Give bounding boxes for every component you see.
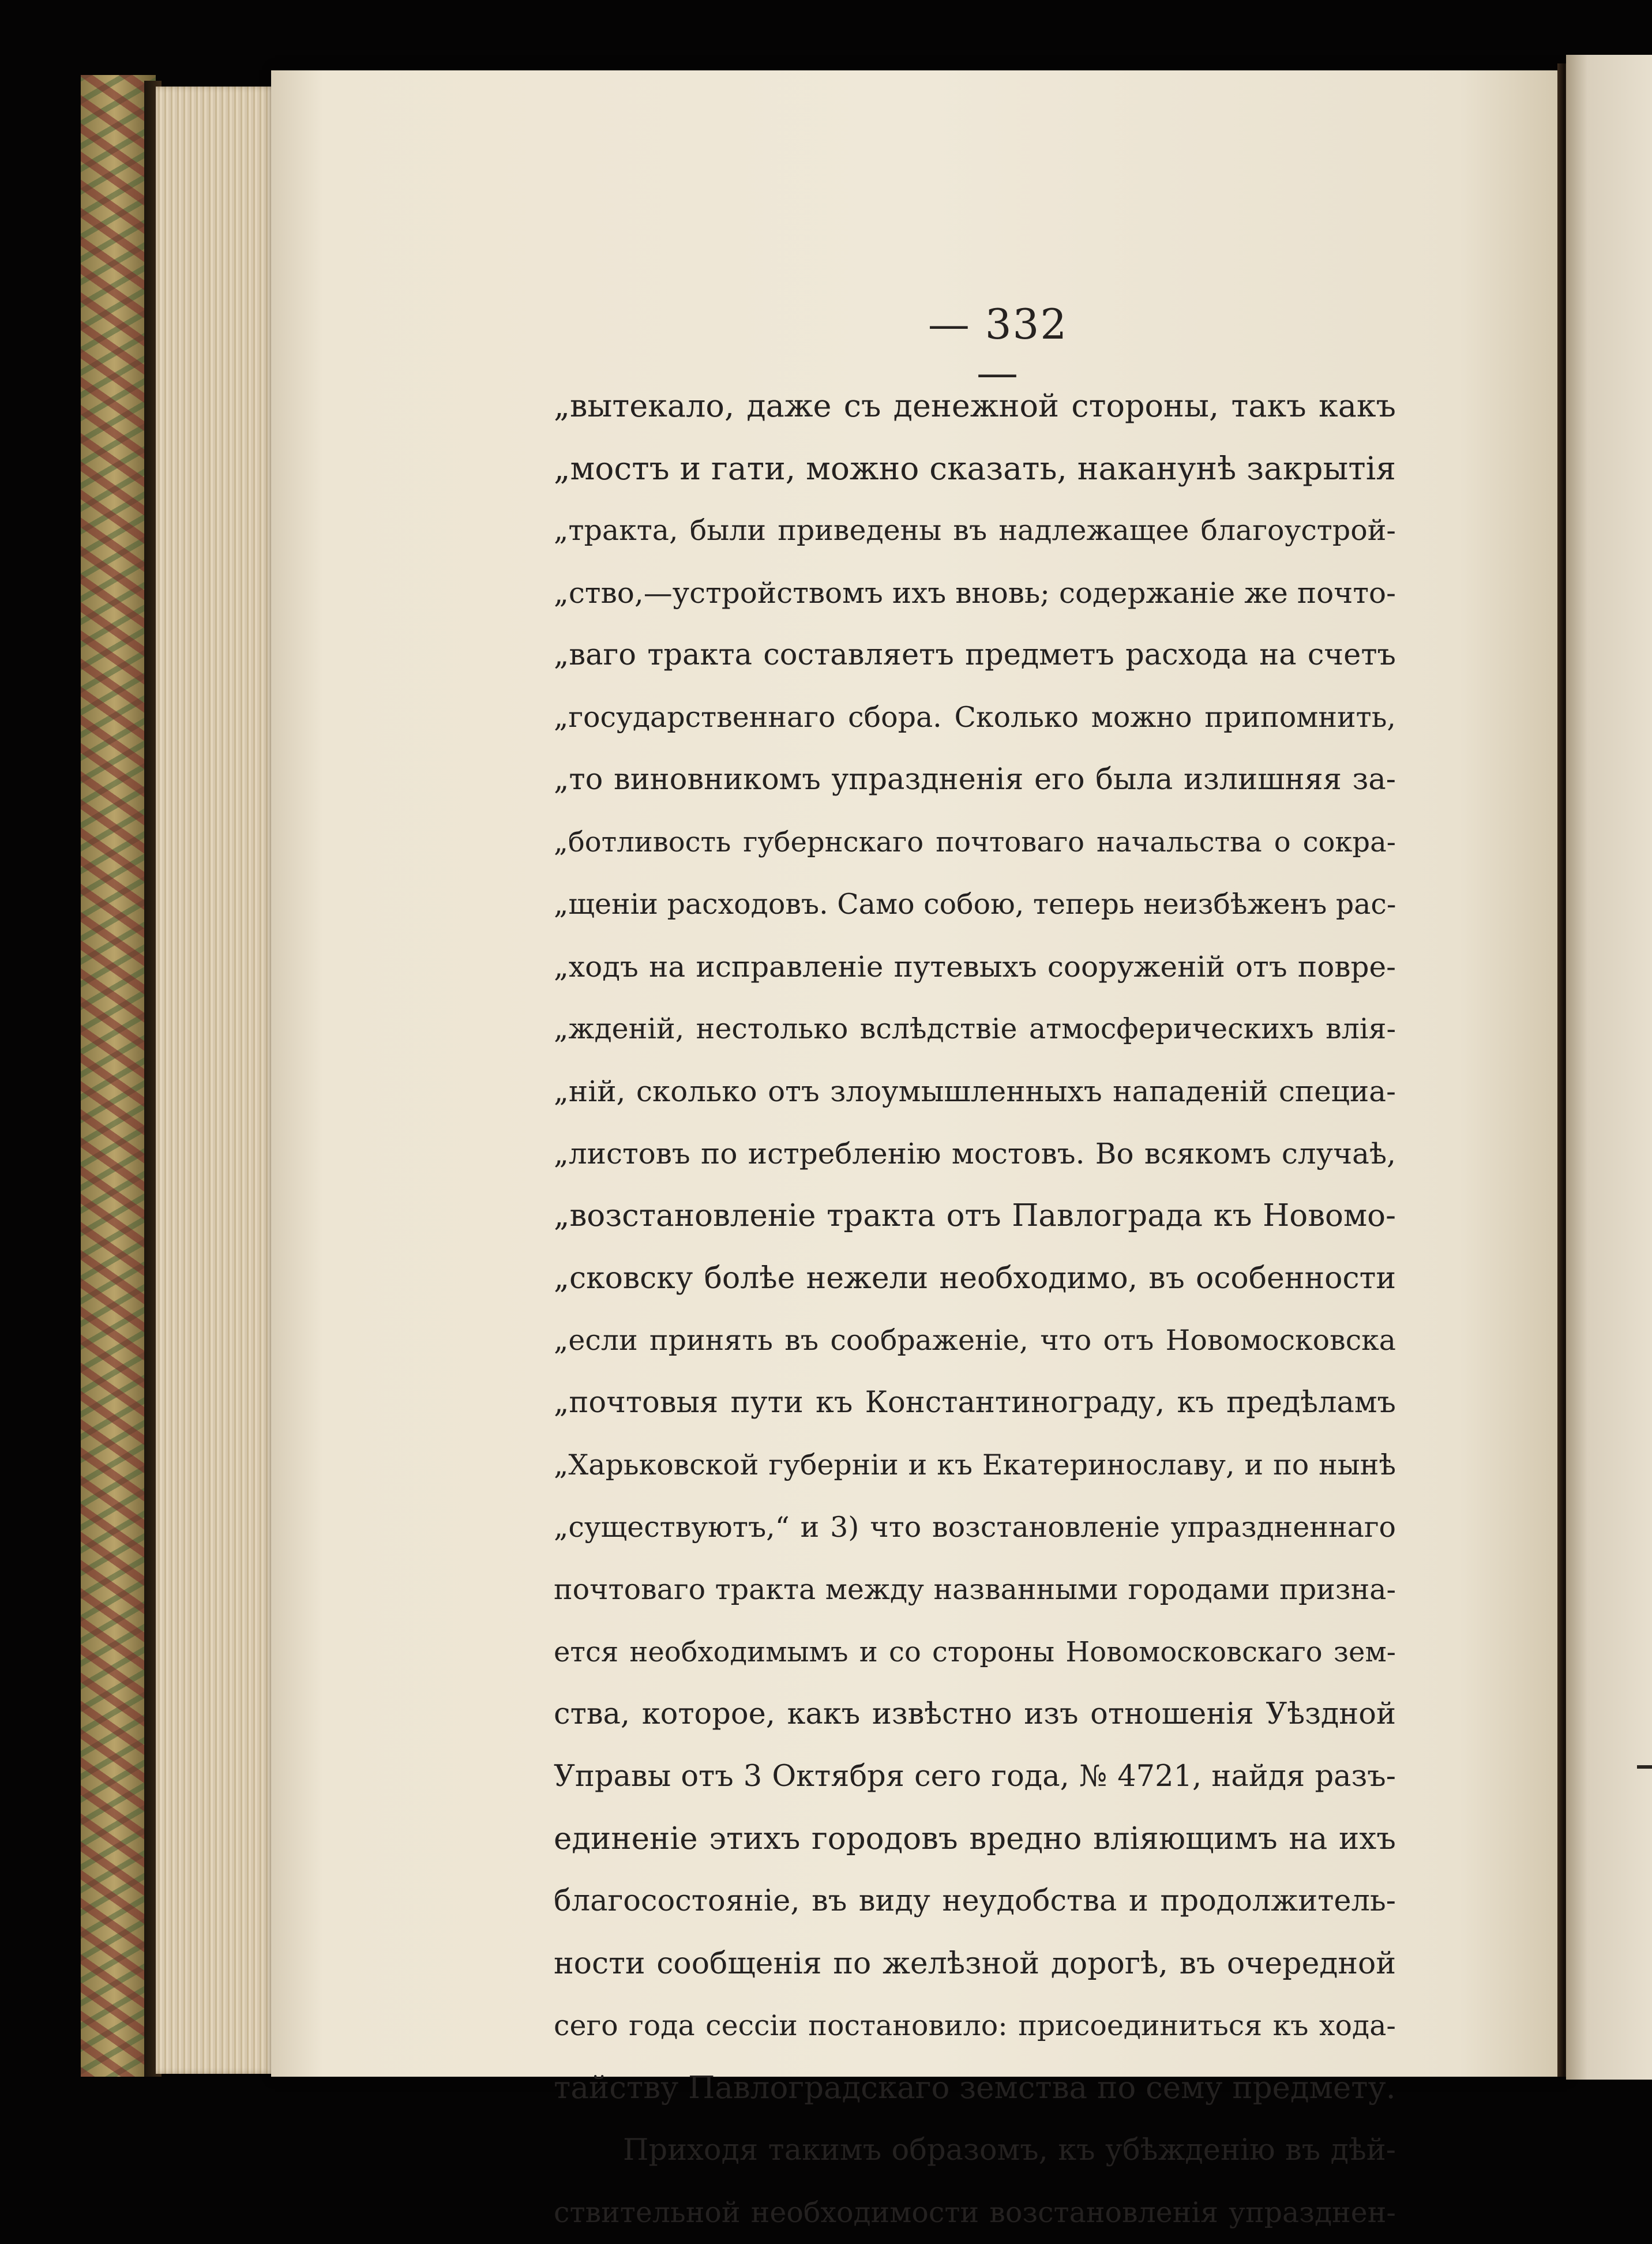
text-line: почтоваго тракта между названными городами призна- [554,1573,1396,1606]
text-line: „если принять въ соображеніе, что отъ Новомосковска [554,1324,1396,1357]
text-line: благосостояніе, въ виду неудобства и продолжитель- [554,1884,1396,1918]
text-line: „сковску болѣе нежели необходимо, въ особенности [554,1261,1396,1296]
text-line: „ботливость губернскаго почтоваго начальства о сокра- [554,826,1396,858]
page-edges [156,87,277,2074]
text-line: „листовъ по истребленію мостовъ. Во всякомъ случаѣ, [554,1137,1396,1170]
text-line: „вытекало, даже съ денежной стороны, такъ какъ [554,388,1396,424]
text-line: „ство,—устройствомъ ихъ вновь; содержаніе же почто- [554,576,1396,610]
text-line: ствительной необходимости возстановленія упразднен- [554,2196,1396,2229]
page-marker [1637,1765,1652,1769]
text-line: „почтовыя пути къ Константинограду, къ предѣламъ [554,1386,1396,1420]
text-line: „государственнаго сбора. Сколько можно припомнить, [554,701,1396,734]
text-line: „возстановленіе тракта отъ Павлограда къ Новомо- [554,1198,1396,1233]
text-line: тайству Павлоградскаго земства по сему предмету. [554,2070,1396,2106]
text-line: ется необходимымъ и со стороны Новомосковскаго зем- [554,1636,1396,1668]
text-line: „ваго тракта составляетъ предметъ расхода на счетъ [554,638,1396,672]
text-line: Управы отъ 3 Октября сего года, № 4721, найдя разъ- [554,1759,1396,1793]
facing-page [1566,55,1652,2080]
text-line: „ходъ на исправленіе путевыхъ сооруженій отъ повре- [554,950,1396,984]
text-line: ства, которое, какъ извѣстно изъ отношенія Уѣздной [554,1697,1396,1731]
text-line: сего года сессіи постановило: присоединиться къ хода- [554,2009,1396,2042]
page-number: — 332 — [928,300,1068,397]
text-line: „то виновникомъ упраздненія его была излишняя за- [554,763,1396,797]
text-line: „тракта, были приведены въ надлежащее благоустрой- [554,514,1396,547]
text-line: „жденій, нестолько вслѣдствіе атмосферическихъ влія- [554,1012,1396,1045]
text-line: „мостъ и гати, можно сказать, наканунѣ закрытія [554,450,1396,487]
text-line: „ній, сколько отъ злоумышленныхъ нападеній специа- [554,1075,1396,1108]
text-line: Приходя такимъ образомъ, къ убѣжденію въ дѣй- [623,2133,1396,2167]
text-line: „существуютъ,“ и 3) что возстановленіе упраздненнаго [554,1511,1396,1544]
text-line: ности сообщенія по желѣзной дорогѣ, въ очередной [554,1946,1396,1981]
text-line: единеніе этихъ городовъ вредно вліяющимъ на ихъ [554,1821,1396,1856]
text-line: „Харьковской губерніи и къ Екатеринославу, и по нынѣ [554,1449,1396,1481]
text-line: „щеніи расходовъ. Само собою, теперь неизбѣженъ рас- [554,888,1396,921]
body-text [554,375,1396,2244]
